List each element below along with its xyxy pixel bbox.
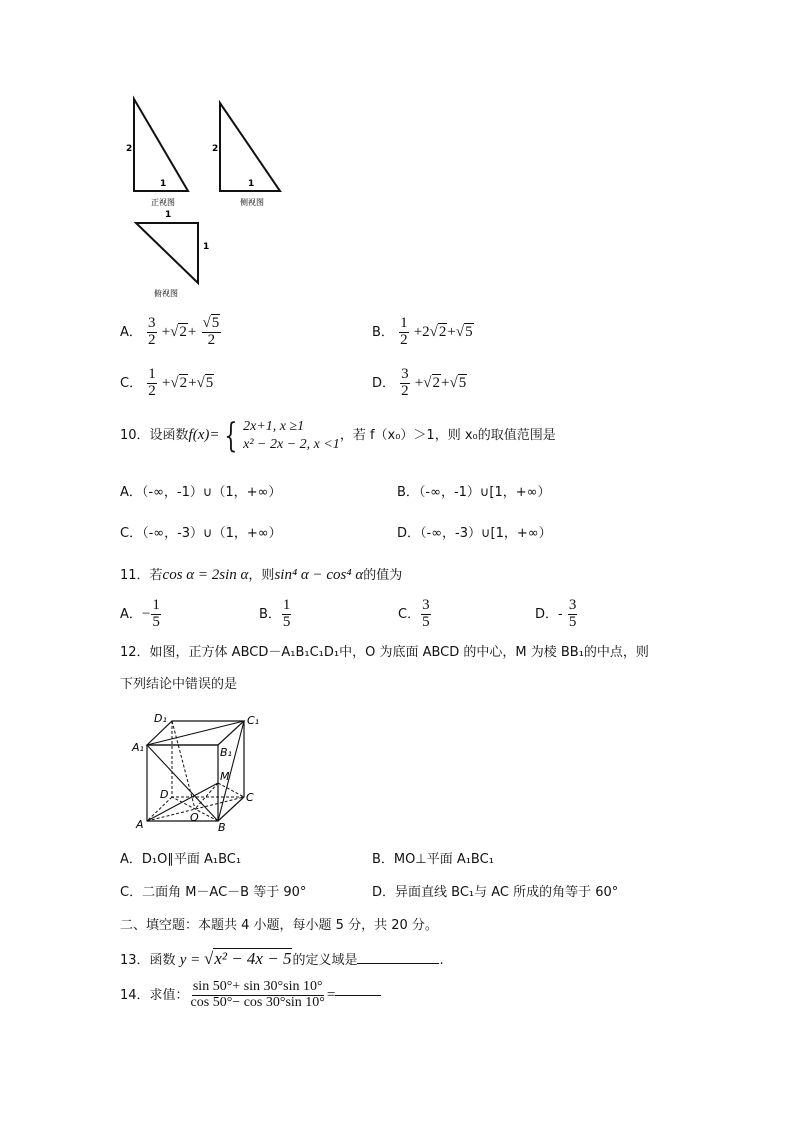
q14-answer-blank[interactable] — [335, 995, 381, 996]
q14-stem: 14．求值： $\frac{\sin 50^\circ+ \sin 30^\circ\sin 10^\circ}{\cos 50^\circ- \cos 30^\circ\sin 10^\circ}$ = — [120, 980, 381, 1010]
label-c1: C₁ — [247, 714, 260, 727]
q11-option-d: D．- $\frac{3}{5}$ — [535, 597, 577, 630]
q9-option-d-label: D． — [372, 375, 396, 391]
q9-a-frac2: $\frac{√5}{2}$ — [202, 315, 220, 348]
q10-case1: 2x+1, x ≥1 — [243, 419, 305, 434]
section-2-heading: 二、填空题：本题共 4 小题，每小题 5 分，共 20 分。 — [120, 918, 438, 933]
side-view-caption: 侧视图 — [240, 198, 264, 207]
label-a: A — [136, 818, 144, 831]
q9-b-frac: $\frac{1}{2}$ — [400, 315, 408, 348]
q9-option-b: B． $\frac{1}{2}$ +2√2+√5 — [372, 315, 473, 348]
front-view-base-label: 1 — [160, 179, 167, 189]
q9-a-frac: $\frac{3}{2}$ — [148, 315, 156, 348]
label-o: O — [190, 811, 199, 824]
q13-stem: 13．函数 y = √x² − 4x − 5的定义域是 . — [120, 949, 444, 968]
q13-sqrt: √x² − 4x − 5 — [203, 949, 292, 968]
label-b1: B₁ — [220, 746, 232, 759]
q12-option-a: A．D₁O∥平面 A₁BC₁ — [120, 852, 242, 867]
q14-prefix: 14．求值： — [120, 987, 189, 1003]
label-b: B — [218, 821, 226, 834]
q11-stem — [120, 568, 402, 583]
three-view-figure — [120, 95, 300, 300]
q14-fraction — [190, 980, 326, 1010]
q12-option-d: D．异面直线 BC₁与 AC 所成的角等于 60° — [372, 885, 619, 900]
top-view-triangle — [136, 223, 198, 283]
top-view-width-label: 1 — [165, 210, 172, 220]
label-c: C — [246, 791, 254, 804]
front-view-caption: 正视图 — [151, 198, 175, 207]
q11-prefix: 11．若 — [120, 568, 163, 583]
q9-option-d: D． $\frac{3}{2}$ +√2+√5 — [372, 366, 467, 399]
q14-denominator: cos 50°− cos 30°sin 10° — [190, 994, 325, 1010]
q9-option-c-label: C． — [120, 375, 143, 391]
cube-figure — [130, 705, 270, 840]
seg-mc — [218, 783, 244, 797]
q10-prefix: 10．设函数 — [120, 428, 189, 443]
label-d1: D₁ — [154, 712, 167, 725]
side-view-triangle — [220, 103, 280, 191]
q10-stem — [120, 415, 556, 456]
side-view-base-label: 1 — [248, 179, 255, 189]
q12-option-b: B．MO⊥平面 A₁BC₁ — [372, 852, 494, 867]
q12-option-c: C．二面角 M－AC－B 等于 90° — [120, 885, 307, 900]
q10-brace: { — [224, 415, 238, 456]
q11-option-c: C． $\frac{3}{5}$ — [398, 597, 430, 630]
q9-option-a-label: A． — [120, 324, 142, 340]
side-view-height-label: 2 — [212, 144, 219, 154]
q10-cases — [243, 418, 340, 453]
q10-option-d: D．（-∞，-3）∪[1，+∞） — [397, 526, 552, 541]
q9-option-a: A． $\frac{3}{2}$ +√2+ $\frac{√5}{2}$ — [120, 315, 220, 348]
q13-prefix: 13．函数 — [120, 953, 176, 968]
top-view-caption: 俯视图 — [154, 289, 178, 298]
q10-option-a: A．（-∞，-1）∪（1，+∞） — [120, 485, 282, 500]
q9-option-b-label: B． — [372, 324, 394, 340]
cube-hidden-edges — [172, 721, 244, 797]
q12-line1: 12．如图，正方体 ABCD－A₁B₁C₁D₁中，O 为底面 ABCD 的中心，M 为棱 BB₁的中点，则 — [120, 645, 649, 660]
q13-answer-blank[interactable] — [357, 963, 439, 964]
q11-mid: ，则 — [248, 568, 275, 583]
q13-suffix: 的定义域是 — [292, 953, 358, 968]
q11-option-b: B． $\frac{1}{5}$ — [259, 597, 291, 630]
front-view-triangle — [134, 99, 188, 191]
q11-suffix: 的值为 — [363, 568, 403, 583]
label-d: D — [160, 788, 169, 801]
q11-option-a: A．− $\frac{1}{5}$ — [120, 597, 160, 630]
q11-expression: sin⁴ α − cos⁴ α — [274, 567, 364, 583]
front-view-height-label: 2 — [126, 144, 133, 154]
q12-line2: 下列结论中错误的是 — [120, 677, 238, 692]
q13-y: y = — [179, 952, 204, 968]
q9-a-sqrt2: √2 — [170, 323, 187, 340]
seg-mo — [195, 783, 218, 809]
q14-numerator: sin 50°+ sin 30°sin 10° — [192, 979, 323, 994]
q10-case2: x² − 2x − 2, x <1 — [243, 436, 340, 452]
seg-a1b — [147, 745, 218, 821]
q10-fx: f(x)= — [188, 427, 220, 443]
label-m: M — [220, 770, 230, 783]
q11-condition: cos α = 2sin α — [162, 567, 249, 583]
q9-option-c: C． $\frac{1}{2}$ +√2+√5 — [120, 366, 214, 399]
q9-c-frac: $\frac{1}{2}$ — [148, 366, 156, 399]
label-a1: A₁ — [132, 741, 144, 754]
q9-d-frac: $\frac{3}{2}$ — [401, 366, 409, 399]
top-view-height-label: 1 — [203, 242, 210, 252]
q10-suffix: ，若 f（x₀）＞1，则 x₀的取值范围是 — [339, 428, 556, 443]
q10-option-b: B．（-∞，-1）∪[1，+∞） — [397, 485, 551, 500]
q10-option-c: C．（-∞，-3）∪（1，+∞） — [120, 526, 282, 541]
